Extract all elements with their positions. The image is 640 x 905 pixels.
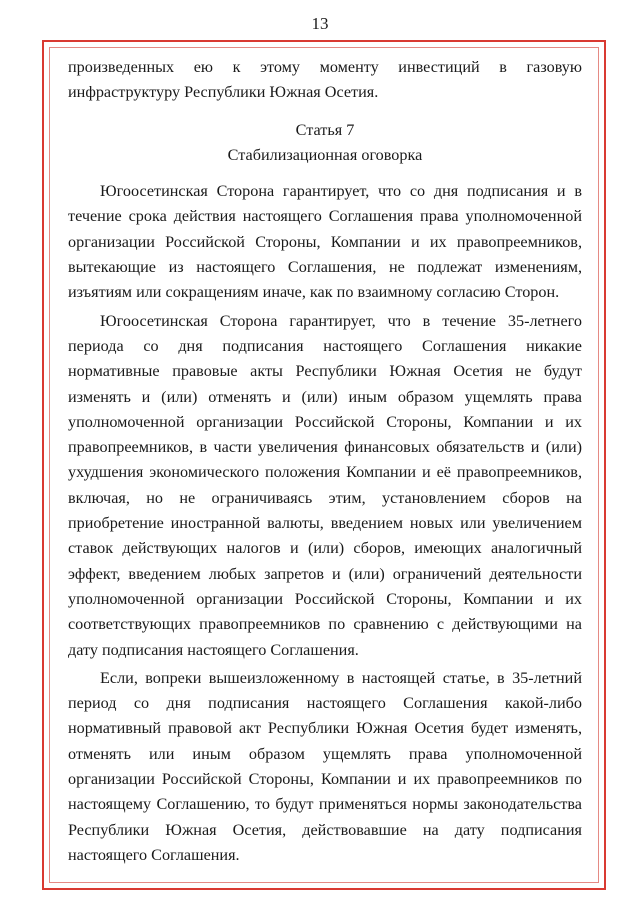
continuation-paragraph: произведенных ею к этому моменту инвестиций в газовую инфраструктуру Республики Южная Осетия.	[68, 58, 582, 102]
document-body	[68, 55, 582, 868]
paragraph-1: Югоосетинская Сторона гарантирует, что со дня подписания и в течение срока действия настоящего Соглашения права уполномоченной организации Российской Стороны, Компании и их правопреемников, вытекающие из настоящего Соглашения, не подлежат изменениям, изъятиям или сокращениям иначе, как по взаимному согласию Сторон.	[68, 182, 582, 302]
paragraph-3: Если, вопреки вышеизложенному в настоящей статье, в 35-летний период со дня подписания настоящего Соглашения какой-либо нормативный правовой акт Республики Южная Осетия будет изменять, отменять или иным образом ущемлять права уполномоченной организации Российской Стороны, Компании и их правопреемников по настоящему Соглашению, то будут применяться нормы законодательства Республики Южная Осетия, действовавшие на дату подписания настоящего Соглашения.	[68, 668, 582, 864]
paragraph-2: Югоосетинская Сторона гарантирует, что в течение 35-летнего периода со дня подписания настоящего Соглашения никакие нормативные правовые акты Республики Южная Осетия не будут изменять и (или) отменять и (или) иным образом ущемлять права уполномоченной организации Российской Стороны, Компании и их правопреемников, в части увеличения финансовых обязательств и (или) ухудшения экономического положения Компании и её правопреемников, включая, но не ограничиваясь этим, установлением сборов на приобретение иностранной валюты, введением новых или увеличением ставок действующих налогов и (или) сборов, имеющих аналогичный эффект, введением любых запретов и (или) ограничений деятельности уполномоченной организации Российской Стороны, Компании и их соответствующих правопреемников по сравнению с действующими на дату подписания настоящего Соглашения.	[68, 311, 582, 659]
page-number: 13	[311, 14, 329, 33]
article-number: Статья 7	[295, 120, 355, 139]
article-title: Стабилизационная оговорка	[227, 145, 423, 164]
